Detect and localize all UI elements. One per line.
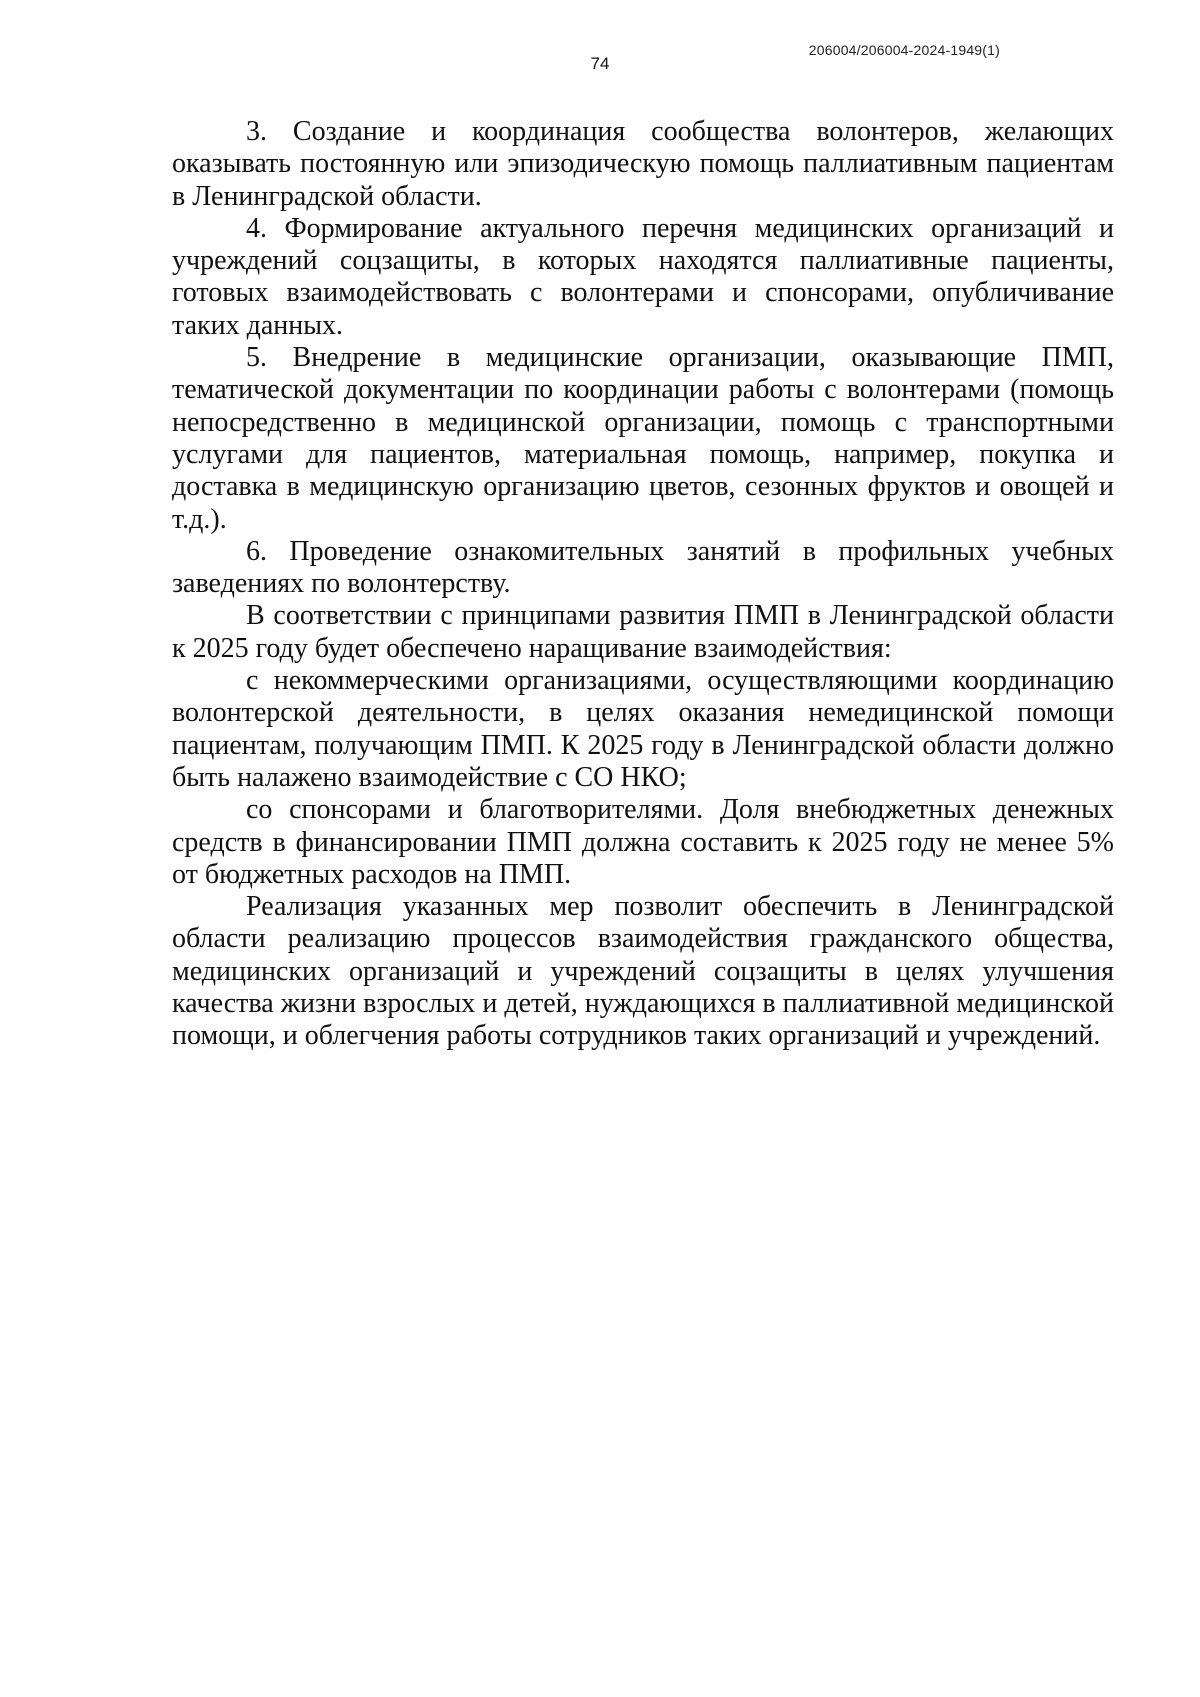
paragraph-principles-2025: В соответствии с принципами развития ПМП в Ленинградской области к 2025 году будет обеспечено наращивание взаимодействия: (172, 600, 1114, 664)
paragraph-item-5-documentation: 5. Внедрение в медицинские организации, оказывающие ПМП, тематической документации по координации работы с волонтерами (помощь непосредственно в медицинской организации, помощь с транспортными услугами для пациентов, материальная помощь, например, покупка и доставка в медицинскую организацию цветов, сезонных фруктов и овощей и т.д.). (172, 342, 1114, 535)
paragraph-item-6-introductory-classes: 6. Проведение ознакомительных занятий в профильных учебных заведениях по волонтерству. (172, 535, 1114, 600)
paragraph-sponsors: со спонсорами и благотворителями. Доля внебюджетных денежных средств в финансировании ПМП должна составить к 2025 году не менее 5% от бюджетных расходов на ПМП. (172, 794, 1114, 890)
document-body (172, 116, 1114, 1053)
page-number: 74 (590, 54, 610, 73)
paragraph-nonprofit-organizations: с некоммерческими организациями, осуществляющими координацию волонтерской деятельности, в целях оказания немедицинской помощи пациентам, получающим ПМП. К 2025 году в Ленинградской области должно быть налажено взаимодействие с СО НКО; (172, 665, 1114, 793)
paragraph-item-4-organizations-list: 4. Формирование актуального перечня медицинских организаций и учреждений соцзащиты, в которых находятся паллиативные пациенты, готовых взаимодействовать с волонтерами и спонсорами, опубличивание таких данных. (172, 212, 1114, 341)
document-id: 206004/206004-2024-1949(1) (808, 42, 1000, 58)
paragraph-item-3-volunteer-community: 3. Создание и координация сообщества волонтеров, желающих оказывать постоянную или эпизодическую помощь паллиативным пациентам в Ленинградской области. (172, 116, 1114, 212)
paragraph-conclusion: Реализация указанных мер позволит обеспечить в Ленинградской области реализацию процессов взаимодействия гражданского общества, медицинских организаций и учреждений соцзащиты в целях улучшения качества жизни взрослых и детей, нуждающихся в паллиативной медицинской помощи, и облегчения работы сотрудников таких организаций и учреждений. (172, 891, 1114, 1052)
